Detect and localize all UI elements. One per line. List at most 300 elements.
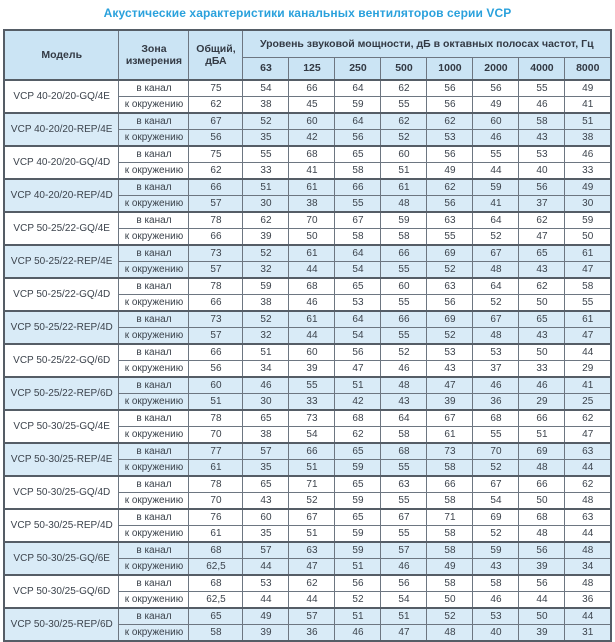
zone-cell: к окружению (119, 526, 189, 543)
band-level-cell: 56 (473, 80, 519, 97)
band-level-cell: 58 (427, 460, 473, 477)
band-level-cell: 54 (473, 493, 519, 510)
total-dba-cell: 51 (189, 394, 243, 411)
band-level-cell: 58 (427, 493, 473, 510)
band-level-cell: 62 (381, 113, 427, 130)
band-level-cell: 64 (381, 410, 427, 427)
band-level-cell: 49 (565, 80, 611, 97)
band-level-cell: 40 (473, 625, 519, 642)
band-level-cell: 47 (335, 361, 381, 378)
band-level-cell: 40 (519, 163, 565, 180)
band-level-cell: 44 (289, 262, 335, 279)
zone-cell: к окружению (119, 262, 189, 279)
zone-cell: к окружению (119, 97, 189, 114)
zone-cell: в канал (119, 179, 189, 196)
band-level-cell: 70 (289, 212, 335, 229)
band-level-cell: 57 (243, 443, 289, 460)
band-level-cell: 68 (289, 278, 335, 295)
band-level-cell: 59 (243, 278, 289, 295)
band-level-cell: 44 (565, 460, 611, 477)
zone-cell: в канал (119, 575, 189, 592)
band-level-cell: 43 (427, 361, 473, 378)
band-level-cell: 60 (381, 278, 427, 295)
band-level-cell: 66 (381, 311, 427, 328)
band-level-cell: 49 (243, 608, 289, 625)
band-level-cell: 43 (473, 559, 519, 576)
band-level-cell: 52 (473, 295, 519, 312)
band-level-cell: 68 (473, 410, 519, 427)
band-level-cell: 42 (289, 130, 335, 147)
band-level-cell: 55 (381, 97, 427, 114)
band-level-cell: 52 (243, 245, 289, 262)
model-cell: VCP 50-25/22-REP/4D (4, 311, 119, 344)
zone-cell: к окружению (119, 427, 189, 444)
band-level-cell: 57 (289, 608, 335, 625)
band-level-cell: 59 (335, 542, 381, 559)
zone-cell: в канал (119, 608, 189, 625)
band-level-cell: 63 (565, 443, 611, 460)
zone-cell: в канал (119, 542, 189, 559)
band-level-cell: 52 (381, 344, 427, 361)
total-dba-cell: 62,5 (189, 559, 243, 576)
band-level-cell: 56 (427, 196, 473, 213)
total-dba-cell: 68 (189, 542, 243, 559)
band-level-cell: 58 (335, 163, 381, 180)
table-row-duct (4, 80, 611, 97)
table-row-duct (4, 476, 611, 493)
band-level-cell: 33 (289, 394, 335, 411)
model-cell: VCP 40-20/20-GQ/4E (4, 80, 119, 113)
band-level-cell: 60 (243, 509, 289, 526)
total-dba-cell: 76 (189, 509, 243, 526)
band-level-cell: 62 (565, 476, 611, 493)
band-level-cell: 55 (381, 262, 427, 279)
band-level-cell: 51 (289, 460, 335, 477)
zone-cell: к окружению (119, 328, 189, 345)
band-level-cell: 44 (519, 592, 565, 609)
zone-cell: к окружению (119, 229, 189, 246)
zone-cell: в канал (119, 113, 189, 130)
band-level-cell: 61 (565, 245, 611, 262)
band-level-cell: 30 (243, 196, 289, 213)
total-dba-cell: 66 (189, 179, 243, 196)
band-level-cell: 41 (565, 97, 611, 114)
table-row-duct (4, 278, 611, 295)
zone-cell: к окружению (119, 163, 189, 180)
band-level-cell: 44 (565, 526, 611, 543)
zone-cell: к окружению (119, 394, 189, 411)
band-level-cell: 33 (565, 163, 611, 180)
total-dba-cell: 78 (189, 212, 243, 229)
band-level-cell: 54 (335, 328, 381, 345)
band-level-cell: 58 (427, 542, 473, 559)
band-level-cell: 50 (289, 229, 335, 246)
total-dba-cell: 75 (189, 146, 243, 163)
table-row-duct (4, 608, 611, 625)
band-level-cell: 44 (289, 328, 335, 345)
band-level-cell: 70 (473, 443, 519, 460)
band-level-cell: 49 (565, 179, 611, 196)
band-level-cell: 59 (565, 212, 611, 229)
band-level-cell: 25 (565, 394, 611, 411)
model-cell: VCP 40-20/20-REP/4E (4, 113, 119, 146)
band-level-cell: 65 (335, 278, 381, 295)
zone-cell: в канал (119, 476, 189, 493)
band-level-cell: 39 (519, 625, 565, 642)
band-level-cell: 60 (289, 344, 335, 361)
band-level-cell: 66 (289, 80, 335, 97)
band-level-cell: 69 (519, 443, 565, 460)
band-level-cell: 48 (565, 493, 611, 510)
band-level-cell: 60 (289, 113, 335, 130)
total-dba-cell: 57 (189, 328, 243, 345)
band-level-cell: 65 (335, 509, 381, 526)
total-dba-cell: 56 (189, 130, 243, 147)
model-cell: VCP 40-20/20-GQ/4D (4, 146, 119, 179)
band-level-cell: 46 (473, 592, 519, 609)
band-level-cell: 67 (473, 476, 519, 493)
band-level-cell: 52 (427, 262, 473, 279)
band-level-cell: 50 (519, 608, 565, 625)
band-level-cell: 30 (243, 394, 289, 411)
zone-cell: к окружению (119, 592, 189, 609)
band-level-cell: 69 (427, 311, 473, 328)
band-level-cell: 41 (565, 377, 611, 394)
band-level-cell: 52 (427, 608, 473, 625)
band-level-cell: 71 (289, 476, 335, 493)
total-dba-cell: 56 (189, 361, 243, 378)
band-level-cell: 34 (243, 361, 289, 378)
band-level-cell: 50 (519, 493, 565, 510)
zone-cell: в канал (119, 377, 189, 394)
band-level-cell: 53 (335, 295, 381, 312)
total-dba-cell: 62 (189, 97, 243, 114)
table-row-duct (4, 344, 611, 361)
band-level-cell: 52 (289, 493, 335, 510)
band-level-cell: 43 (519, 328, 565, 345)
total-dba-cell: 67 (189, 113, 243, 130)
band-level-cell: 46 (519, 97, 565, 114)
band-level-cell: 50 (519, 344, 565, 361)
zone-cell: в канал (119, 278, 189, 295)
band-level-cell: 71 (427, 509, 473, 526)
band-level-cell: 56 (427, 295, 473, 312)
total-dba-cell: 61 (189, 526, 243, 543)
table-row-duct (4, 146, 611, 163)
band-level-cell: 68 (381, 443, 427, 460)
band-level-cell: 36 (473, 394, 519, 411)
band-level-cell: 65 (519, 245, 565, 262)
band-level-cell: 65 (335, 476, 381, 493)
band-level-cell: 62 (335, 427, 381, 444)
band-level-cell: 56 (519, 542, 565, 559)
band-level-cell: 38 (243, 427, 289, 444)
table-row-duct (4, 509, 611, 526)
band-level-cell: 54 (335, 262, 381, 279)
band-level-cell: 44 (565, 608, 611, 625)
band-level-cell: 65 (519, 311, 565, 328)
band-level-cell: 55 (243, 146, 289, 163)
band-level-cell: 30 (565, 196, 611, 213)
zone-cell: в канал (119, 311, 189, 328)
band-level-cell: 46 (519, 377, 565, 394)
col-header-freq-63: 63 (243, 58, 289, 81)
band-level-cell: 37 (473, 361, 519, 378)
band-level-cell: 36 (565, 592, 611, 609)
band-level-cell: 48 (565, 542, 611, 559)
total-dba-cell: 70 (189, 493, 243, 510)
band-level-cell: 56 (427, 80, 473, 97)
band-level-cell: 62 (427, 179, 473, 196)
band-level-cell: 44 (565, 344, 611, 361)
band-level-cell: 52 (473, 460, 519, 477)
model-cell: VCP 50-30/25-GQ/4D (4, 476, 119, 509)
band-level-cell: 65 (335, 443, 381, 460)
col-header-freq-4000: 4000 (519, 58, 565, 81)
table-header (4, 30, 611, 80)
band-level-cell: 58 (427, 526, 473, 543)
total-dba-cell: 77 (189, 443, 243, 460)
zone-cell: к окружению (119, 493, 189, 510)
model-cell: VCP 50-30/25-REP/4E (4, 443, 119, 476)
band-level-cell: 53 (427, 130, 473, 147)
band-level-cell: 67 (473, 245, 519, 262)
band-level-cell: 39 (519, 559, 565, 576)
band-level-cell: 39 (289, 361, 335, 378)
band-level-cell: 55 (381, 526, 427, 543)
model-cell: VCP 50-25/22-REP/6D (4, 377, 119, 410)
band-level-cell: 50 (427, 592, 473, 609)
band-level-cell: 62 (289, 575, 335, 592)
band-level-cell: 62 (519, 212, 565, 229)
band-level-cell: 63 (427, 278, 473, 295)
band-level-cell: 52 (381, 130, 427, 147)
band-level-cell: 58 (565, 278, 611, 295)
band-level-cell: 64 (335, 245, 381, 262)
band-level-cell: 58 (427, 575, 473, 592)
band-level-cell: 59 (381, 212, 427, 229)
band-level-cell: 51 (565, 113, 611, 130)
zone-cell: к окружению (119, 196, 189, 213)
model-cell: VCP 50-25/22-GQ/6D (4, 344, 119, 377)
band-level-cell: 46 (381, 559, 427, 576)
band-level-cell: 55 (427, 229, 473, 246)
band-level-cell: 39 (243, 625, 289, 642)
band-level-cell: 60 (381, 146, 427, 163)
band-level-cell: 66 (381, 245, 427, 262)
band-level-cell: 67 (381, 509, 427, 526)
band-level-cell: 61 (381, 179, 427, 196)
band-level-cell: 67 (427, 410, 473, 427)
band-level-cell: 52 (473, 229, 519, 246)
band-level-cell: 54 (243, 80, 289, 97)
zone-cell: в канал (119, 245, 189, 262)
band-level-cell: 59 (335, 460, 381, 477)
table-row-duct (4, 212, 611, 229)
zone-cell: в канал (119, 212, 189, 229)
band-level-cell: 38 (565, 130, 611, 147)
band-level-cell: 50 (519, 295, 565, 312)
total-dba-cell: 65 (189, 608, 243, 625)
band-level-cell: 48 (519, 460, 565, 477)
band-level-cell: 65 (243, 410, 289, 427)
band-level-cell: 62 (427, 113, 473, 130)
band-level-cell: 43 (381, 394, 427, 411)
band-level-cell: 61 (289, 179, 335, 196)
band-level-cell: 41 (473, 196, 519, 213)
col-header-freq-1000: 1000 (427, 58, 473, 81)
band-level-cell: 51 (381, 163, 427, 180)
total-dba-cell: 68 (189, 575, 243, 592)
table-row-duct (4, 575, 611, 592)
band-level-cell: 58 (381, 427, 427, 444)
band-level-cell: 55 (473, 146, 519, 163)
band-level-cell: 33 (243, 163, 289, 180)
col-header-spectrum: Уровень звуковой мощности, дБ в октавных полосах частот, Гц (243, 30, 611, 58)
band-level-cell: 67 (335, 212, 381, 229)
band-level-cell: 66 (427, 476, 473, 493)
total-dba-cell: 75 (189, 80, 243, 97)
band-level-cell: 51 (335, 608, 381, 625)
band-level-cell: 29 (565, 361, 611, 378)
band-level-cell: 56 (427, 97, 473, 114)
band-level-cell: 56 (335, 575, 381, 592)
band-level-cell: 67 (473, 311, 519, 328)
band-level-cell: 48 (473, 328, 519, 345)
table-row-duct (4, 179, 611, 196)
band-level-cell: 63 (381, 476, 427, 493)
band-level-cell: 52 (473, 526, 519, 543)
total-dba-cell: 78 (189, 476, 243, 493)
band-level-cell: 34 (565, 559, 611, 576)
band-level-cell: 56 (519, 179, 565, 196)
band-level-cell: 51 (243, 344, 289, 361)
band-level-cell: 66 (519, 476, 565, 493)
total-dba-cell: 62,5 (189, 592, 243, 609)
band-level-cell: 56 (519, 575, 565, 592)
zone-cell: в канал (119, 443, 189, 460)
band-level-cell: 55 (519, 80, 565, 97)
band-level-cell: 51 (381, 608, 427, 625)
band-level-cell: 54 (289, 427, 335, 444)
band-level-cell: 63 (565, 509, 611, 526)
band-level-cell: 45 (289, 97, 335, 114)
band-level-cell: 47 (427, 377, 473, 394)
band-level-cell: 46 (381, 361, 427, 378)
band-level-cell: 44 (473, 163, 519, 180)
band-level-cell: 59 (335, 97, 381, 114)
band-level-cell: 62 (243, 212, 289, 229)
band-level-cell: 51 (289, 526, 335, 543)
band-level-cell: 73 (427, 443, 473, 460)
band-level-cell: 31 (565, 625, 611, 642)
zone-cell: к окружению (119, 559, 189, 576)
band-level-cell: 48 (473, 262, 519, 279)
band-level-cell: 66 (519, 410, 565, 427)
band-level-cell: 55 (381, 295, 427, 312)
model-cell: VCP 50-30/25-REP/4D (4, 509, 119, 542)
band-level-cell: 32 (243, 262, 289, 279)
band-level-cell: 43 (519, 262, 565, 279)
band-level-cell: 65 (335, 146, 381, 163)
total-dba-cell: 66 (189, 295, 243, 312)
band-level-cell: 46 (473, 377, 519, 394)
col-header-freq-500: 500 (381, 58, 427, 81)
band-level-cell: 67 (289, 509, 335, 526)
band-level-cell: 53 (473, 608, 519, 625)
band-level-cell: 64 (335, 311, 381, 328)
table-row-duct (4, 113, 611, 130)
band-level-cell: 61 (427, 427, 473, 444)
total-dba-cell: 60 (189, 377, 243, 394)
band-level-cell: 66 (289, 443, 335, 460)
total-dba-cell: 57 (189, 196, 243, 213)
band-level-cell: 47 (565, 328, 611, 345)
band-level-cell: 48 (427, 625, 473, 642)
col-header-zone: Зона измерения (119, 30, 189, 80)
band-level-cell: 63 (289, 542, 335, 559)
band-level-cell: 56 (427, 146, 473, 163)
band-level-cell: 57 (243, 542, 289, 559)
col-header-model: Модель (4, 30, 119, 80)
band-level-cell: 54 (381, 592, 427, 609)
total-dba-cell: 66 (189, 344, 243, 361)
zone-cell: в канал (119, 146, 189, 163)
band-level-cell: 62 (381, 80, 427, 97)
zone-cell: в канал (119, 410, 189, 427)
band-level-cell: 51 (243, 179, 289, 196)
band-level-cell: 59 (335, 526, 381, 543)
band-level-cell: 46 (565, 146, 611, 163)
total-dba-cell: 70 (189, 427, 243, 444)
table-row-duct (4, 410, 611, 427)
band-level-cell: 41 (289, 163, 335, 180)
model-cell: VCP 50-30/25-GQ/4E (4, 410, 119, 443)
band-level-cell: 64 (335, 113, 381, 130)
band-level-cell: 55 (381, 460, 427, 477)
band-level-cell: 64 (473, 212, 519, 229)
band-level-cell: 61 (289, 311, 335, 328)
band-level-cell: 59 (473, 179, 519, 196)
total-dba-cell: 58 (189, 625, 243, 642)
band-level-cell: 38 (289, 196, 335, 213)
band-level-cell: 51 (335, 559, 381, 576)
band-level-cell: 53 (519, 146, 565, 163)
band-level-cell: 62 (565, 410, 611, 427)
band-level-cell: 35 (243, 460, 289, 477)
band-level-cell: 38 (243, 97, 289, 114)
band-level-cell: 51 (519, 427, 565, 444)
band-level-cell: 56 (335, 130, 381, 147)
band-level-cell: 58 (519, 113, 565, 130)
band-level-cell: 44 (243, 592, 289, 609)
band-level-cell: 33 (519, 361, 565, 378)
band-level-cell: 68 (289, 146, 335, 163)
col-header-freq-125: 125 (289, 58, 335, 81)
band-level-cell: 32 (243, 328, 289, 345)
total-dba-cell: 66 (189, 229, 243, 246)
zone-cell: к окружению (119, 130, 189, 147)
model-cell: VCP 50-30/25-REP/6D (4, 608, 119, 641)
band-level-cell: 52 (335, 592, 381, 609)
band-level-cell: 52 (427, 328, 473, 345)
band-level-cell: 52 (243, 311, 289, 328)
band-level-cell: 59 (335, 493, 381, 510)
band-level-cell: 43 (243, 493, 289, 510)
band-level-cell: 44 (243, 559, 289, 576)
band-level-cell: 63 (427, 212, 473, 229)
table-row-duct (4, 443, 611, 460)
